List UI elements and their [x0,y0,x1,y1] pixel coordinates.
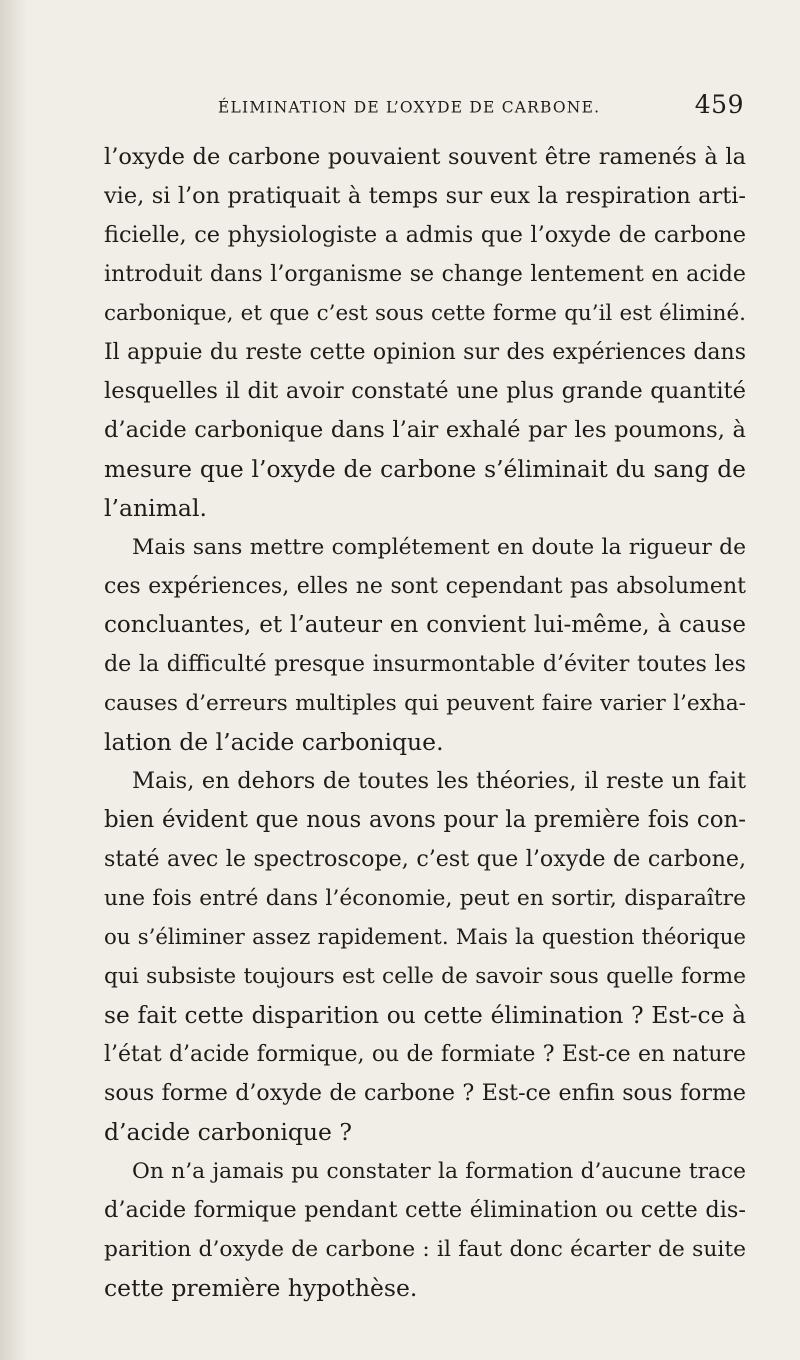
text-line: sous forme d’oxyde de carbone ? Est-ce enfin sous forme [104,1080,746,1106]
text-line: lation de l’acide carbonique. [104,728,444,756]
text-line: d’acide formique pendant cette élimination ou cette dis- [104,1197,746,1223]
body-text [104,138,746,1308]
text-line: parition d’oxyde de carbone : il faut donc écarter de suite [104,1237,746,1262]
text-line: causes d’erreurs multiples qui peuvent faire varier l’exha- [104,691,746,716]
paragraph-4 [104,1152,746,1308]
text-line: bien évident que nous avons pour la première fois con- [104,807,746,833]
text-line: se fait cette disparition ou cette élimination ? Est-ce à [104,1002,746,1029]
text-line: une fois entré dans l’économie, peut en sortir, disparaître [104,886,746,911]
text-line: de la difficulté presque insurmontable d’éviter toutes les [104,651,746,677]
text-line: concluantes, et l’auteur en convient lui-même, à cause [104,612,746,638]
text-line: carbonique, et que c’est sous cette forme qu’il est éliminé. [104,301,746,326]
text-line: d’acide carbonique dans l’air exhalé par les poumons, à [104,417,746,443]
paragraph-1 [104,138,746,528]
text-line: ou s’éliminer assez rapidement. Mais la question théorique [104,925,746,950]
text-line: ces expériences, elles ne sont cependant pas absolument [104,574,746,599]
text-line: d’acide carbonique ? [104,1118,353,1146]
text-line: Il appuie du reste cette opinion sur des expériences dans [104,340,746,365]
text-line: Mais, en dehors de toutes les théories, il reste un fait [132,768,746,794]
text-line: lesquelles il dit avoir constaté une plus grande quantité [104,378,746,404]
text-line: qui subsiste toujours est celle de savoir sous quelle forme [104,964,746,989]
text-line: Mais sans mettre complétement en doute la rigueur de [132,535,746,560]
paragraph-3 [104,762,746,1152]
text-line: staté avec le spectroscope, c’est que l’oxyde de carbone, [104,846,746,872]
text-line: ficielle, ce physiologiste a admis que l’oxyde de carbone [104,222,746,248]
page-number: 459 [694,90,744,119]
page-edge-shadow [0,0,28,1360]
page-header [104,90,746,124]
text-line: vie, si l’on pratiquait à temps sur eux la respiration arti- [104,183,746,209]
running-title: ÉLIMINATION DE L’OXYDE DE CARBONE. [218,97,601,117]
text-line: cette première hypothèse. [104,1274,418,1302]
text-line: introduit dans l’organisme se change lentement en acide [104,261,746,287]
text-line: On n’a jamais pu constater la formation d’aucune trace [132,1159,746,1184]
text-line: l’animal. [104,494,207,522]
paragraph-2 [104,528,746,762]
text-line: l’état d’acide formique, ou de formiate ? Est-ce en nature [104,1042,746,1067]
text-line: l’oxyde de carbone pouvaient souvent être ramenés à la [104,144,746,170]
text-line: mesure que l’oxyde de carbone s’éliminait du sang de [104,455,746,483]
